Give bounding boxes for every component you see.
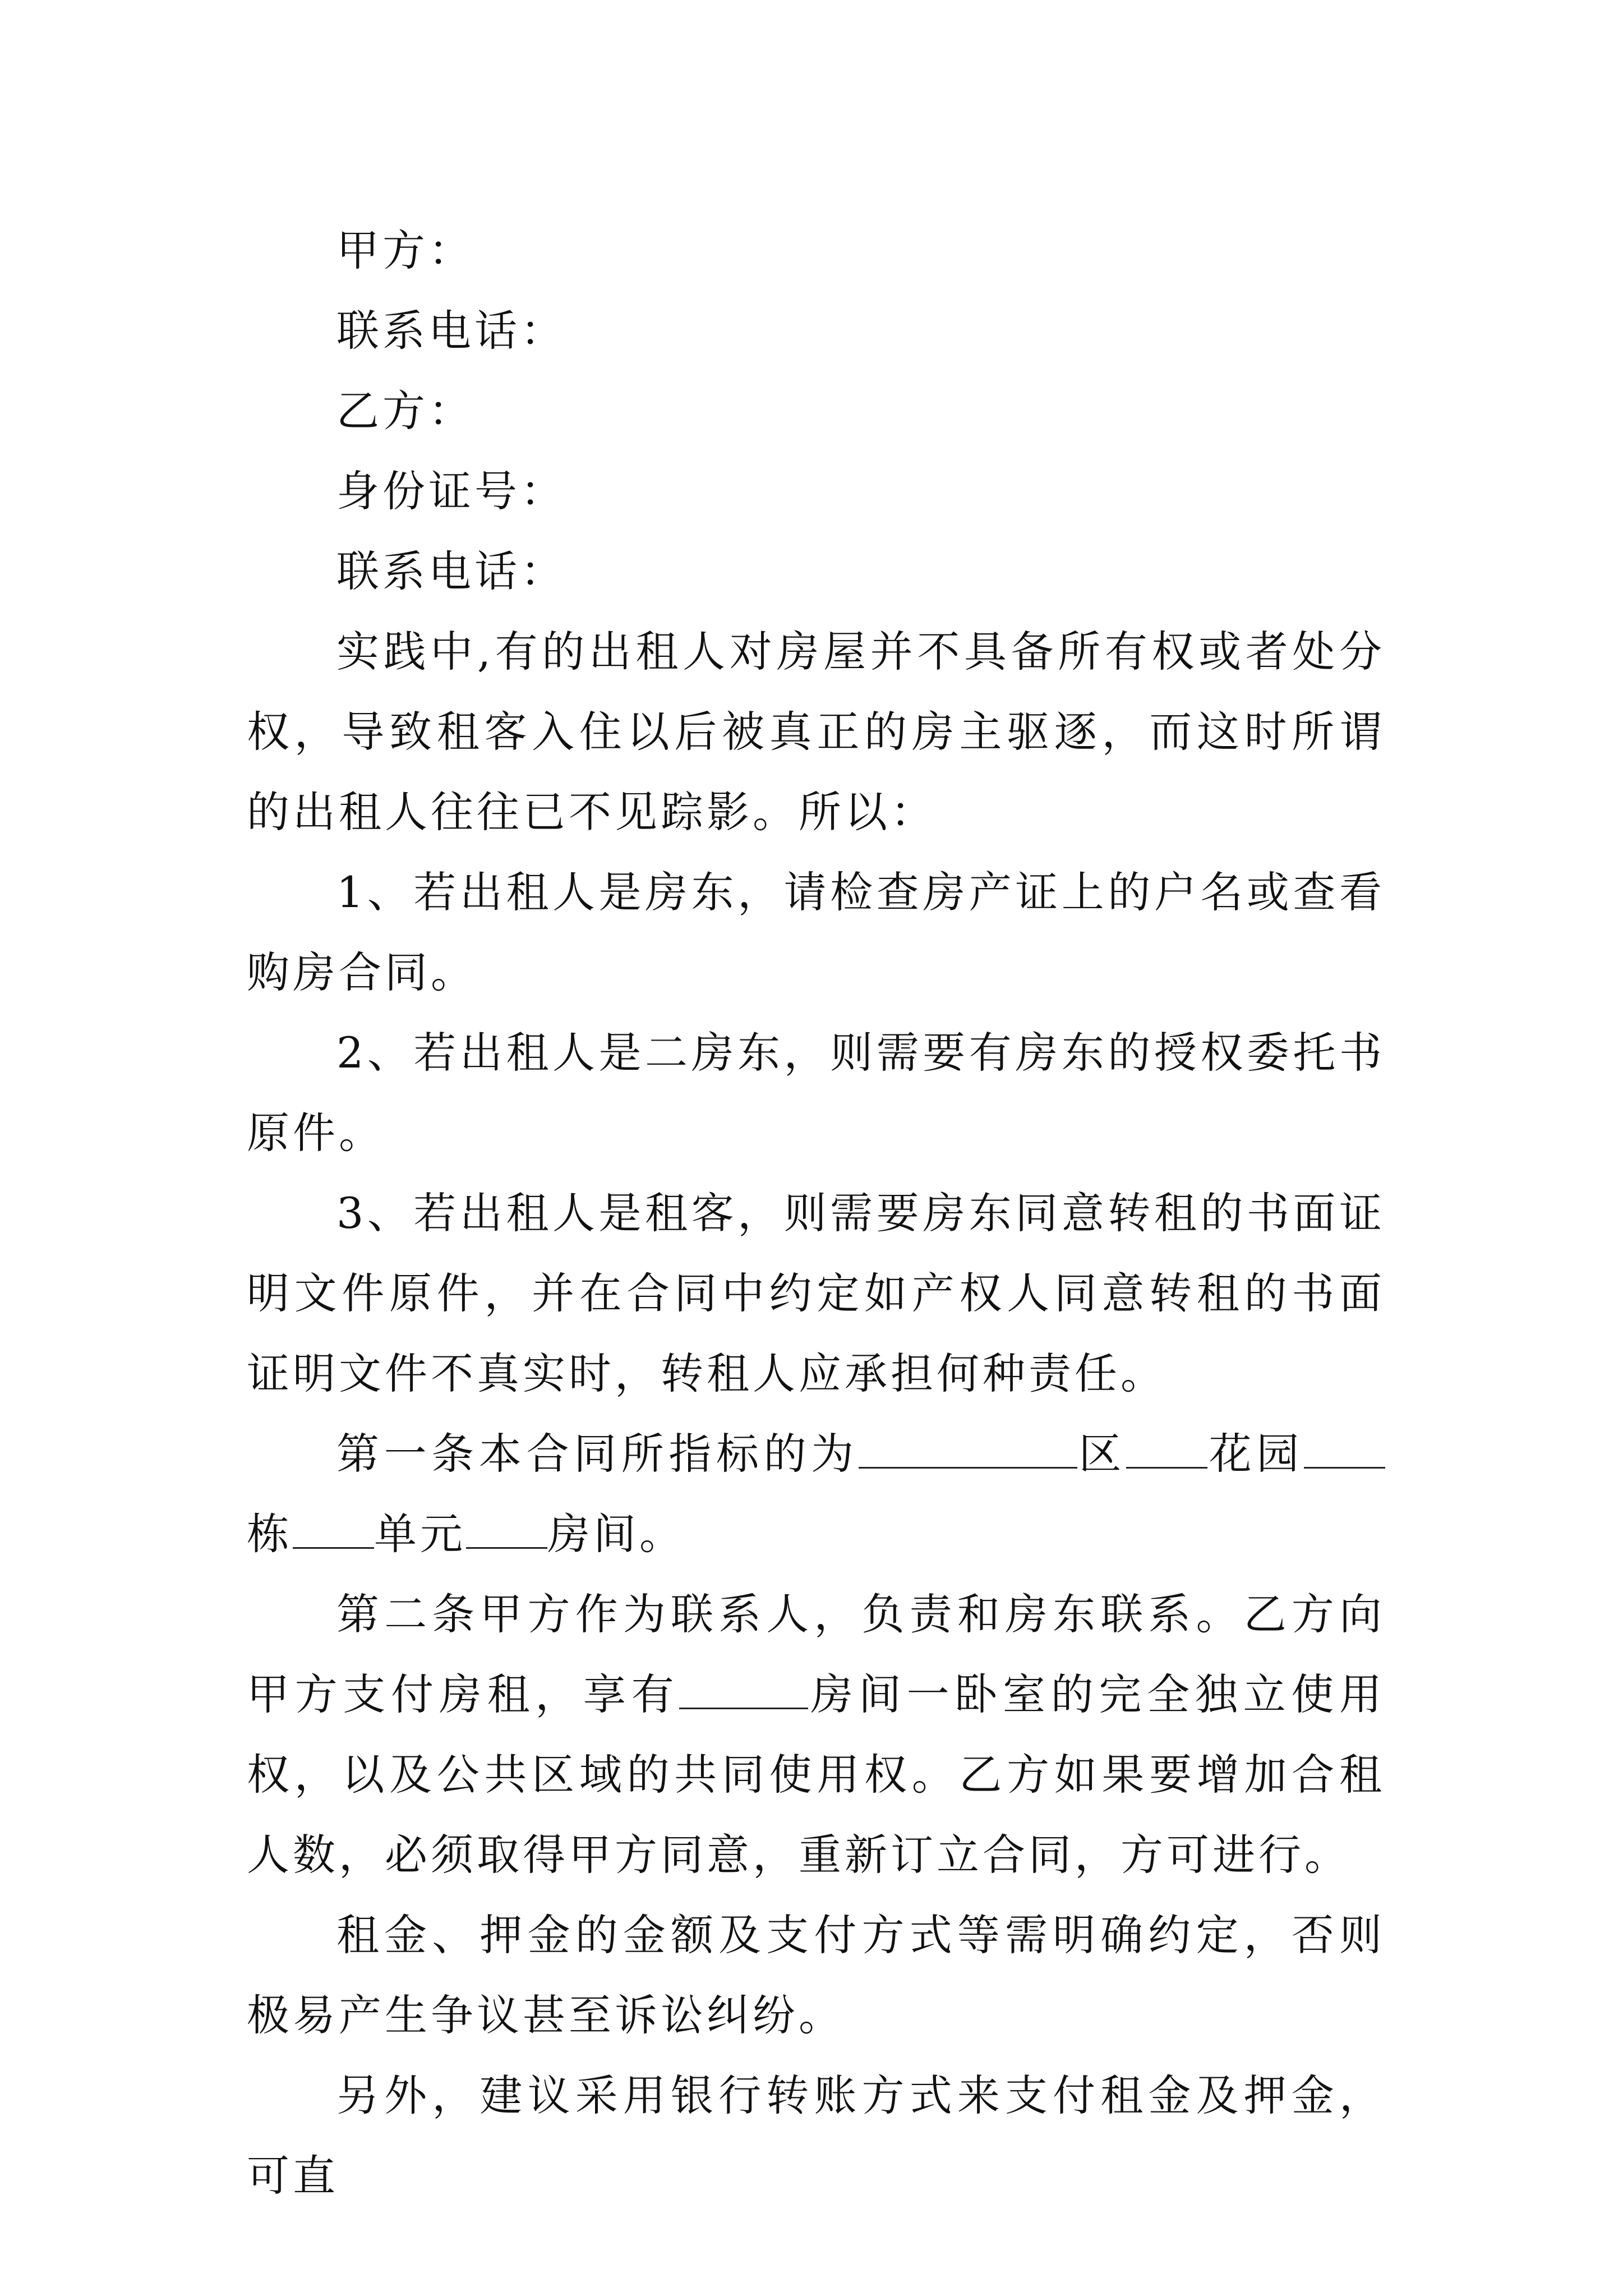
requirement-item-1: 1、若出租人是房东，请检查房产证上的户名或查看购房合同。 [247,867,1385,997]
bank-transfer-paragraph: 另外，建议采用银行转账方式来支付租金及押金，可直 [247,2070,1385,2201]
id-number-field-label: 身份证号： [336,466,566,516]
room-number-blank [679,1668,808,1709]
unit-blank [293,1508,374,1549]
room-blank [466,1508,547,1549]
article-1-text-5: 单元 [374,1509,466,1559]
article-2-text-1: 第二条甲方作为联系人，负责和房东联系。乙方向甲方支付房租，享有 [247,1589,1385,1719]
article-1-text-2: 区 [1077,1429,1127,1479]
requirement-item-2: 2、若出租人是二房东，则需要有房东的授权委托书原件。 [247,1028,1385,1158]
article-2-paragraph [247,1574,1385,1895]
article-1-text-6: 房间。 [547,1509,685,1559]
intro-paragraph: 实践中,有的出租人对房屋并不具备所有权或者处分权，导致租客入住以后被真正的房主驱逐，而这时所谓的出租人往往已不见踪影。所以： [247,627,1385,837]
building-blank [1304,1428,1385,1469]
district-blank [859,1428,1077,1469]
garden-blank [1126,1428,1207,1469]
party-a-phone-field-label: 联系电话： [336,306,566,356]
party-a-field-label: 甲方： [336,226,474,275]
rent-deposit-paragraph: 租金、押金的金额及支付方式等需明确约定，否则极易产生争议甚至诉讼纠纷。 [247,1910,1385,2040]
party-b-field-label: 乙方： [336,386,474,436]
article-1-text-3: 花园 [1207,1429,1304,1479]
document-body [247,210,1385,2216]
article-1-text-4: 栋 [247,1509,293,1559]
party-b-phone-field-label: 联系电话： [336,546,566,596]
article-2-text-2: 房间一卧室的完全独立使用权，以及公共区域的共同使用权。乙方如果要增加合租人数，必须取得甲方同意，重新订立合同，方可进行。 [247,1669,1386,1880]
article-1-paragraph [247,1414,1385,1574]
requirement-item-3: 3、若出租人是租客，则需要房东同意转租的书面证明文件原件，并在合同中约定如产权人同意转租的书面证明文件不真实时，转租人应承担何种责任。 [247,1188,1385,1398]
article-1-text-1: 第一条本合同所指标的为 [336,1429,859,1479]
